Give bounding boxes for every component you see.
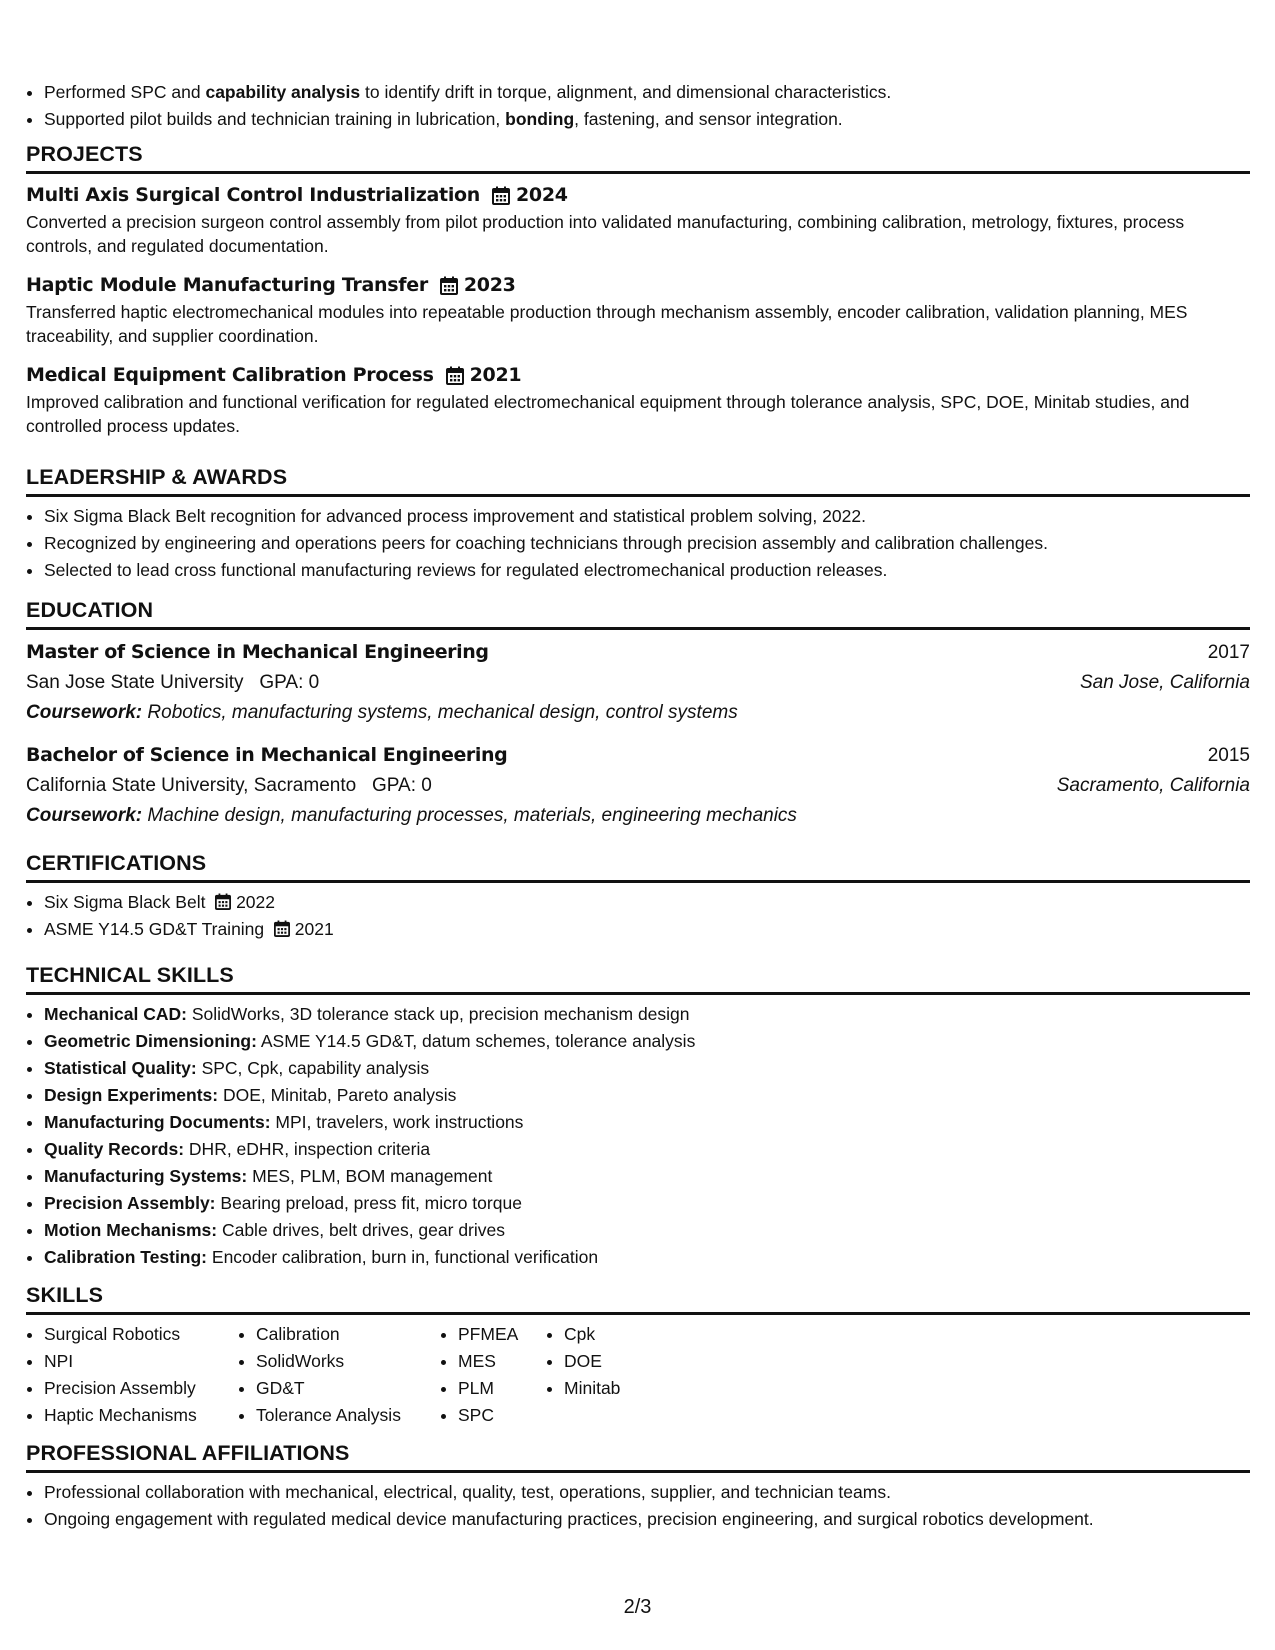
project-description: Converted a precision surgeon control assembly from pilot production into validated manufacturing, combining calibration, metrology, fixtures, process controls, and regulated documentation. [26,212,1185,256]
affiliations-section [26,1441,1250,1533]
list-item: • DOE [564,1348,684,1375]
calendar-icon [274,920,290,937]
list-item: • NPI [44,1348,238,1375]
skills-column [26,1321,238,1429]
school-line [26,668,319,698]
list-item: • MES [458,1348,546,1375]
experience-bullets [26,79,1268,133]
project-name: Haptic Module Manufacturing Transfer [26,274,428,296]
list-item: • Ongoing engagement with regulated medical device manufacturing practices, precision engineering, and surgical robotics development. [44,1506,1250,1533]
section-title: CERTIFICATIONS [26,851,1250,883]
gpa: GPA: 0 [372,775,432,796]
section-title: EDUCATION [26,598,1250,630]
education-item [26,637,1250,728]
technical-skills-section [26,963,1250,1271]
section-title: PROJECTS [26,142,1250,174]
calendar-icon [215,893,231,910]
leadership-section [26,465,1250,584]
calendar-icon [440,276,458,295]
section-title: SKILLS [26,1283,1250,1315]
project-name: Medical Equipment Calibration Process [26,364,434,386]
section-title: TECHNICAL SKILLS [26,963,1250,995]
list-item: • Calibration [256,1321,440,1348]
list-item: • Manufacturing Systems: MES, PLM, BOM management [44,1163,1250,1190]
list-item: • Tolerance Analysis [256,1402,440,1429]
list-item: • Precision Assembly [44,1375,238,1402]
list-item: • PFMEA [458,1321,546,1348]
list-item: • Calibration Testing: Encoder calibration, burn in, functional verification [44,1244,1250,1271]
school-location: San Jose, California [1079,672,1250,693]
gpa: GPA: 0 [259,672,320,693]
school-line [26,771,432,801]
school-name: California State University, Sacramento [26,775,357,796]
section-title: LEADERSHIP & AWARDS [26,465,1250,497]
list-item: • Precision Assembly: Bearing preload, press fit, micro torque [44,1190,1250,1217]
project-item [26,184,1250,258]
page-number: 2/3 [623,1596,652,1618]
skills-column [546,1321,684,1429]
project-name: Multi Axis Surgical Control Industrialization [26,184,481,206]
section-title: PROFESSIONAL AFFILIATIONS [26,1441,1250,1473]
education-item [26,740,1250,831]
skills-column [238,1321,440,1429]
project-description: Improved calibration and functional verification for regulated electromechanical equipment through tolerance analysis, SPC, DOE, Minitab studies, and controlled process updates. [26,392,1190,436]
education-section [26,598,1250,831]
list-item: • SPC [458,1402,546,1429]
certifications-section [26,851,1250,943]
calendar-icon [446,366,464,385]
list-item: • Six Sigma Black Belt 2022 [44,889,1250,916]
list-item: • Performed SPC and capability analysis to identify drift in torque, alignment, and dimensional characteristics. [44,79,1268,106]
list-item: • Quality Records: DHR, eDHR, inspection criteria [44,1136,1250,1163]
degree-name: Bachelor of Science in Mechanical Engineering [26,744,508,766]
project-year: 2024 [516,184,568,206]
list-item: • PLM [458,1375,546,1402]
coursework-label: Coursework: [26,805,143,826]
list-item: • Six Sigma Black Belt recognition for advanced process improvement and statistical problem solving, 2022. [44,503,1250,530]
list-item: • Statistical Quality: SPC, Cpk, capability analysis [44,1055,1250,1082]
project-year: 2023 [463,274,516,296]
list-item: • Recognized by engineering and operations peers for coaching technicians through precision assembly and calibration challenges. [44,530,1250,557]
list-item: • SolidWorks [256,1348,440,1375]
list-item: • Design Experiments: DOE, Minitab, Pareto analysis [44,1082,1250,1109]
school-name: San Jose State University [26,672,244,693]
list-item: • ASME Y14.5 GD&T Training 2021 [44,916,1250,943]
project-year: 2021 [469,364,522,386]
list-item: • Motion Mechanisms: Cable drives, belt drives, gear drives [44,1217,1250,1244]
skills-section [26,1283,1250,1429]
project-description: Transferred haptic electromechanical modules into repeatable production through mechanism assembly, encoder calibration, validation planning, MES traceability, and supplier coordination. [26,302,1188,346]
list-item: • Minitab [564,1375,684,1402]
list-item: • Professional collaboration with mechanical, electrical, quality, test, operations, supplier, and technician teams. [44,1479,1250,1506]
coursework: Coursework: Robotics, manufacturing systems, mechanical design, control systems [26,702,738,723]
project-item [26,364,1250,438]
school-location: Sacramento, California [1056,775,1250,796]
list-item: • Manufacturing Documents: MPI, travelers, work instructions [44,1109,1250,1136]
calendar-icon [492,186,510,205]
list-item: • Selected to lead cross functional manufacturing reviews for regulated electromechanical production releases. [44,557,1250,584]
project-item [26,274,1250,348]
coursework: Coursework: Machine design, manufacturing processes, materials, engineering mechanics [26,805,797,826]
list-item: • Supported pilot builds and technician training in lubrication, bonding, fastening, and sensor integration. [44,106,1268,133]
list-item: • Surgical Robotics [44,1321,238,1348]
degree-year: 2017 [1207,642,1250,663]
list-item: • Haptic Mechanisms [44,1402,238,1429]
list-item: • Cpk [564,1321,684,1348]
skills-column [440,1321,546,1429]
list-item: • Mechanical CAD: SolidWorks, 3D tolerance stack up, precision mechanism design [44,1001,1250,1028]
projects-section [26,142,1250,438]
list-item: • Geometric Dimensioning: ASME Y14.5 GD&T, datum schemes, tolerance analysis [44,1028,1250,1055]
list-item: • GD&T [256,1375,440,1402]
degree-year: 2015 [1207,745,1250,766]
degree-name: Master of Science in Mechanical Engineering [26,641,489,663]
coursework-label: Coursework: [26,702,143,723]
